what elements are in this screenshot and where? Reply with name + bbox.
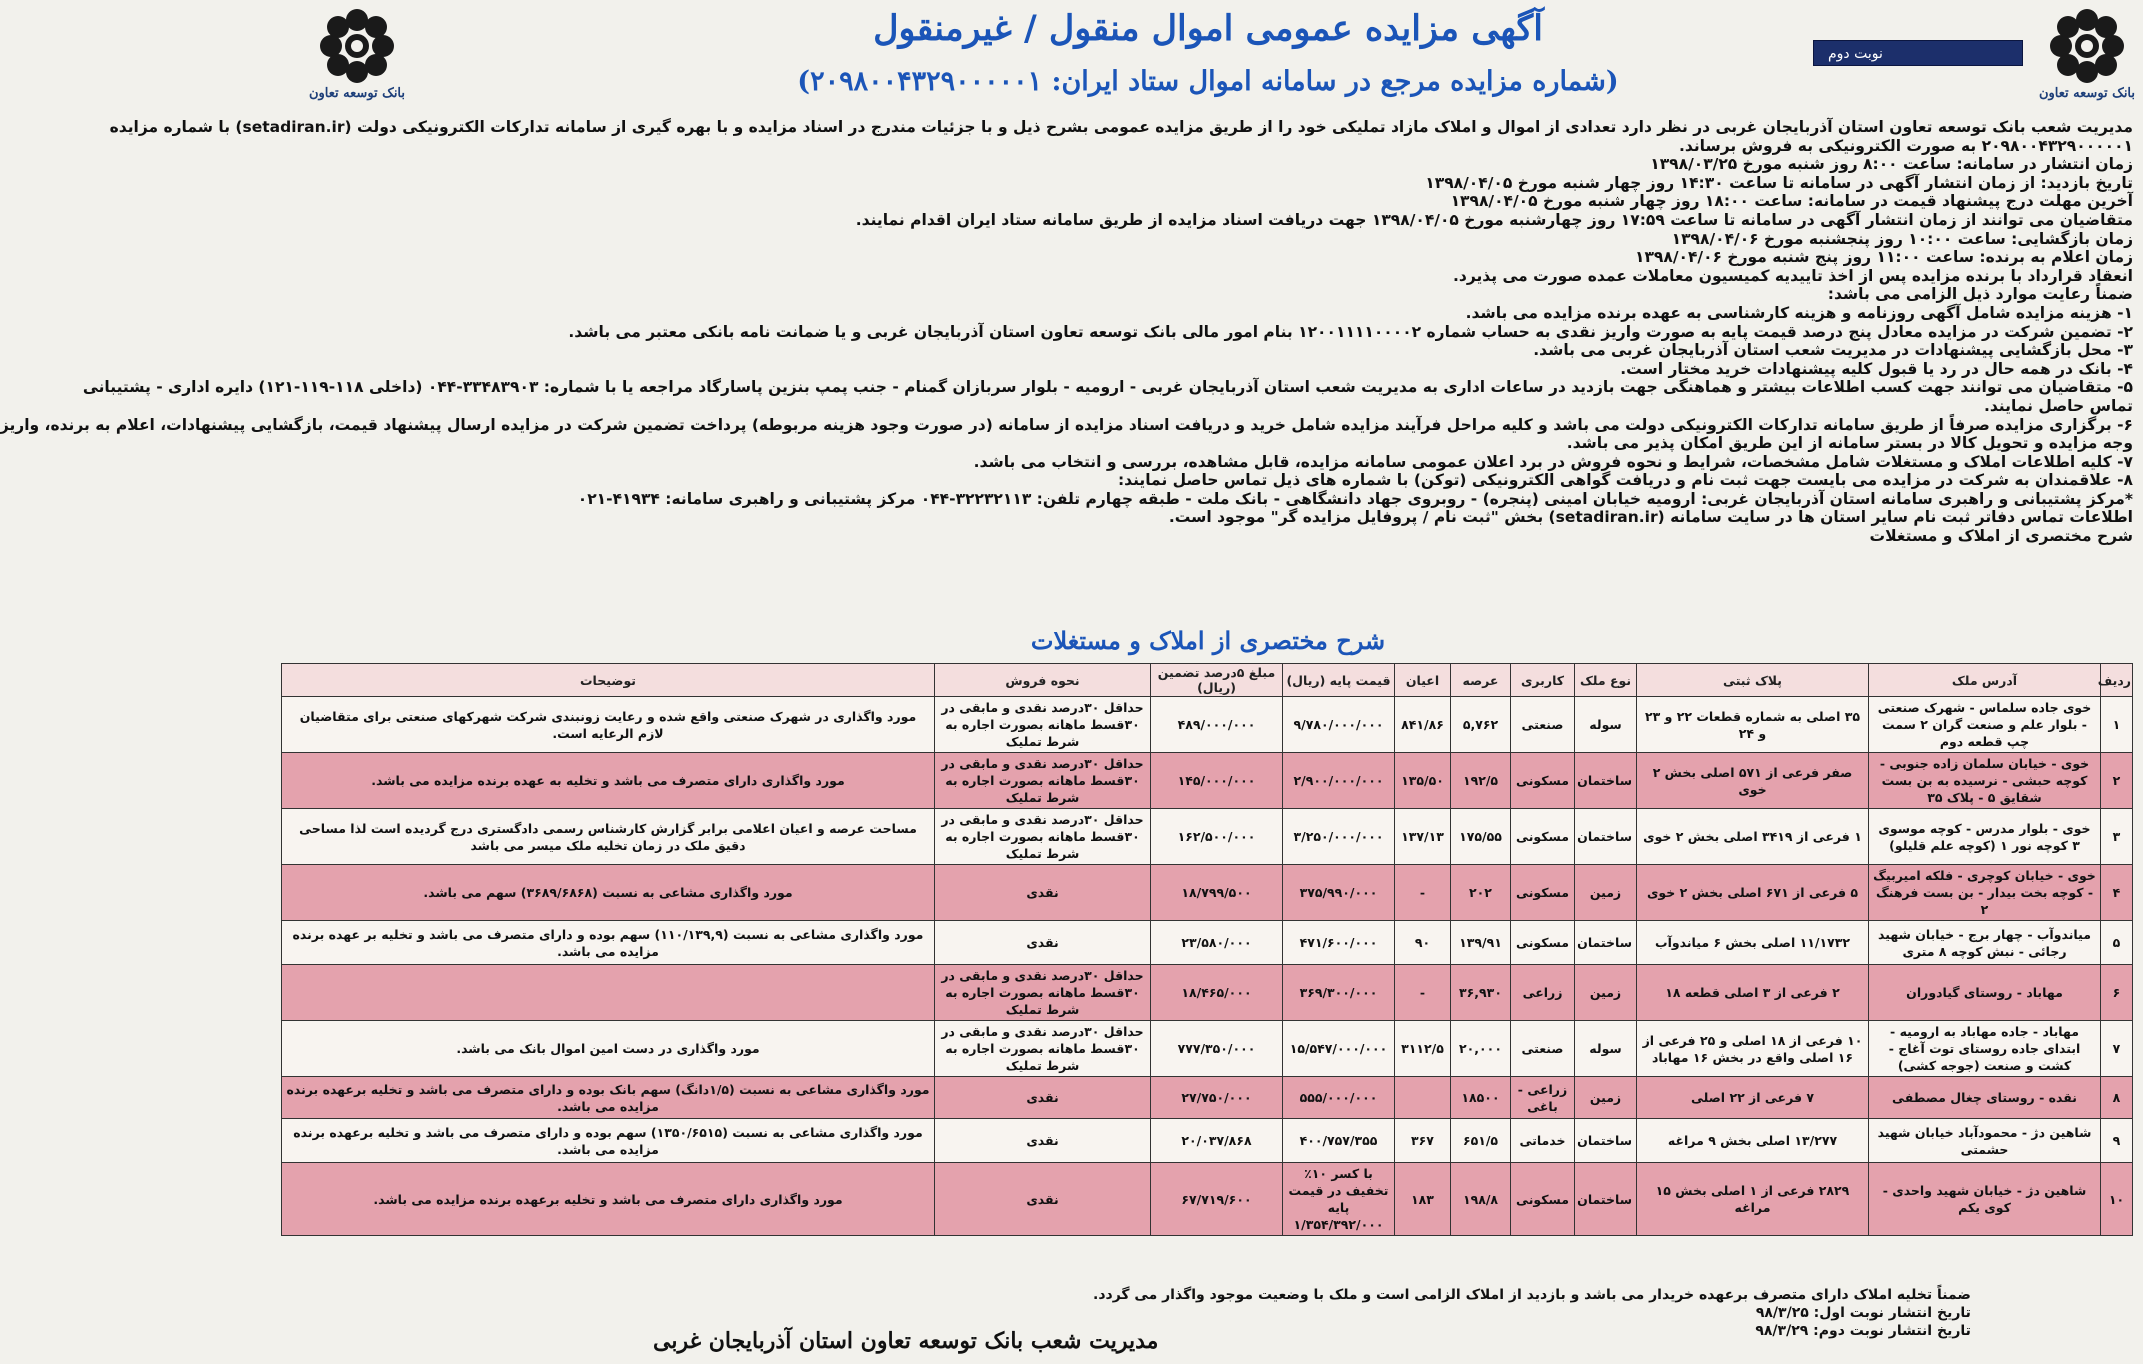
body-line: ۴- بانک در همه حال در رد یا قبول کلیه پیشنهادات خرید مختار است. <box>1620 359 2133 378</box>
body-line: ۳- محل بازگشایی پیشنهادات در مدیریت شعب استان آذربایجان غربی می باشد. <box>1533 341 2133 360</box>
table-cell: مورد واگذاری مشاعی به نسبت (۳۶۸۹/۶۸۶۸) سهم می باشد. <box>282 865 935 921</box>
table-cell: ۲ فرعی از ۳ اصلی قطعه ۱۸ <box>1637 965 1869 1021</box>
table-cell: زمین <box>1575 965 1637 1021</box>
body-line: ضمناً رعایت موارد ذیل الزامی می باشد: <box>1827 285 2133 304</box>
table-cell: ۱۸۳ <box>1395 1163 1451 1236</box>
body-line: متقاضیان می توانند از زمان انتشار آگهی در سامانه تا ساعت ۱۷:۵۹ روز چهارشنبه مورخ ۱۳۹۸/۰۴/۰۵ جهت دریافت اسناد مزایده از طریق سامانه ستاد ایران اقدام نمایند. <box>855 210 2133 229</box>
table-cell: ۳۷۵/۹۹۰/۰۰۰ <box>1283 865 1395 921</box>
table-cell: خوی - خیابان کوچری - فلکه امیربیگ - کوچه بخت بیدار - بن بست فرهنگ ۲ <box>1869 865 2101 921</box>
body-line: ۱- هزینه مزایده شامل آگهی روزنامه و هزینه کارشناسی به عهده برنده مزایده می باشد. <box>1465 303 2133 322</box>
table-cell: ۱۱/۱۷۳۲ اصلی بخش ۶ میاندوآب <box>1637 921 1869 965</box>
table-cell: ۱۶۲/۵۰۰/۰۰۰ <box>1151 809 1283 865</box>
publication-dates <box>1093 1286 1971 1340</box>
bank-logo-right <box>2037 6 2137 106</box>
table-cell: با کسر ۱۰٪ تخفیف در قیمت پایه ۱/۳۵۴/۳۹۲/۰۰۰ <box>1283 1163 1395 1236</box>
table-cell: ۹ <box>2101 1119 2133 1163</box>
table-cell: صنعتی <box>1511 1021 1575 1077</box>
table-cell: ۴۷۱/۶۰۰/۰۰۰ <box>1283 921 1395 965</box>
body-line: زمان اعلام به برنده: ساعت ۱۱:۰۰ روز پنج شنبه مورخ ۱۳۹۸/۰۴/۰۶ <box>1634 248 2133 267</box>
table-cell: ۴ <box>2101 865 2133 921</box>
table-cell: ۵,۷۶۲ <box>1451 697 1511 753</box>
table-cell: حداقل ۳۰درصد نقدی و مابقی در ۳۰قسط ماهانه بصورت اجاره به شرط تملیک <box>935 753 1151 809</box>
table-cell: ۲۳/۵۸۰/۰۰۰ <box>1151 921 1283 965</box>
table-cell: خوی - خیابان سلمان زاده جنوبی - کوچه حبشی - نرسیده به بن بست شقایق ۵ - پلاک ۳۵ <box>1869 753 2101 809</box>
table-cell: مورد واگذاری مشاعی به نسبت (۱۳۵۰/۶۵۱۵) سهم بوده و دارای متصرف می باشد و تخلیه برعهده برنده مزایده می باشد. <box>282 1119 935 1163</box>
table-row <box>282 1021 2133 1077</box>
assets-table <box>281 663 2133 1236</box>
table-cell: نقده - روستای چغال مصطفی <box>1869 1077 2101 1119</box>
body-line: مدیریت شعب بانک توسعه تعاون استان آذربایجان غربی در نظر دارد تعدادی از اموال و املاک مازاد تملیکی خود را از طریق مزایده عمومی بشرح ذیل و با جزئیات مندرج در اسناد مزایده و با بهره گیری از سامانه تدارکات الکترونیکی دولت (setadiran.ir) با شماره مزایده <box>109 118 2133 136</box>
table-cell: ۷ <box>2101 1021 2133 1077</box>
body-line: انعقاد قرارداد با برنده مزایده پس از اخذ تاییدیه کمیسیون معاملات عمده صورت می پذیرد. <box>1453 266 2133 285</box>
table-cell: ۸۴۱/۸۶ <box>1395 697 1451 753</box>
table-cell: ۱۳۹/۹۱ <box>1451 921 1511 965</box>
table-cell: نقدی <box>935 865 1151 921</box>
table-cell: ۳۱۱۲/۵ <box>1395 1021 1451 1077</box>
table-cell: ۵۵۵/۰۰۰/۰۰۰ <box>1283 1077 1395 1119</box>
table-cell: مهاباد - جاده مهاباد به ارومیه - ابتدای جاده روستای توت آغاج - کشت و صنعت (جوجه کشی) <box>1869 1021 2101 1077</box>
header-cell: نحوه فروش <box>935 664 1151 697</box>
table-cell: میاندوآب - چهار برج - خیابان شهید رجائی - نبش کوچه ۸ متری <box>1869 921 2101 965</box>
table-cell: ۱۸۵۰۰ <box>1451 1077 1511 1119</box>
table-cell: نقدی <box>935 1119 1151 1163</box>
table-row <box>282 1119 2133 1163</box>
table-cell: شاهین دژ - محمودآباد خیابان شهید حشمتی <box>1869 1119 2101 1163</box>
table-cell: ۱۸/۷۹۹/۵۰۰ <box>1151 865 1283 921</box>
table-cell: ۱۳۷/۱۳ <box>1395 809 1451 865</box>
table-cell: مهاباد - روستای گیادوران <box>1869 965 2101 1021</box>
table-cell: مساحت عرصه و اعیان اعلامی برابر گزارش کارشناس رسمی دادگستری درج گردیده است لذا مساحی دقیق ملک در زمان تخلیه ملک میسر می باشد <box>282 809 935 865</box>
table-cell: ۳۶,۹۳۰ <box>1451 965 1511 1021</box>
table-cell: خدماتی <box>1511 1119 1575 1163</box>
table-row <box>282 697 2133 753</box>
table-cell: ۴۰۰/۷۵۷/۳۵۵ <box>1283 1119 1395 1163</box>
table-cell: ۱۴۵/۰۰۰/۰۰۰ <box>1151 753 1283 809</box>
date-second: تاریخ انتشار نوبت دوم: ۹۸/۳/۲۹ <box>1755 1323 1971 1339</box>
table-cell: ۵ فرعی از ۶۷۱ اصلی بخش ۲ خوی <box>1637 865 1869 921</box>
footer-note: ضمناً تخلیه املاک دارای متصرف برعهده خریدار می باشد و بازدید از املاک الزامی است و ملک با وضعیت موجود واگذار می گردد. <box>1093 1287 1971 1303</box>
table-cell: ۹۰ <box>1395 921 1451 965</box>
table-cell: ۱۹۸/۸ <box>1451 1163 1511 1236</box>
body-line: زمان انتشار در سامانه: ساعت ۸:۰۰ روز شنبه مورخ ۱۳۹۸/۰۳/۲۵ <box>1650 155 2133 174</box>
table-cell: مورد واگذاری مشاعی به نسبت (۱۱۰/۱۳۹,۹) سهم بوده و دارای متصرف می باشد و تخلیه بر عهده برنده مزایده می باشد. <box>282 921 935 965</box>
table-row <box>282 865 2133 921</box>
body-line: وجه مزایده و تحویل کالا در بستر سامانه از این طریق امکان پذیر می باشد. <box>1566 434 2133 453</box>
table-cell: خوی - بلوار مدرس - کوچه موسوی ۳ کوچه نور ۱ (کوچه علم قلیلو) <box>1869 809 2101 865</box>
table-cell: مورد واگذاری مشاعی به نسبت (۱/۵دانگ) سهم بانک بوده و دارای متصرف می باشد و تخلیه برعهده برنده مزایده می باشد. <box>282 1077 935 1119</box>
table-cell: شاهین دژ - خیابان شهید واحدی - کوی یکم <box>1869 1163 2101 1236</box>
table-cell: ۴۸۹/۰۰۰/۰۰۰ <box>1151 697 1283 753</box>
table-cell: مورد واگذاری در شهرک صنعتی واقع شده و رعایت زونبندی شرکت شهرکهای صنعتی برای متقاضیان لازم الرعایه است. <box>282 697 935 753</box>
table-cell: مورد واگذاری دارای متصرف می باشد و تخلیه به عهده برنده مزایده می باشد. <box>282 753 935 809</box>
table-row <box>282 965 2133 1021</box>
table-row <box>282 753 2133 809</box>
header-cell: ردیف <box>2101 664 2133 697</box>
body-line: آخرین مهلت درج پیشنهاد قیمت در سامانه: ساعت ۱۸:۰۰ روز چهار شنبه مورخ ۱۳۹۸/۰۴/۰۵ <box>1450 192 2133 211</box>
body-line: ۲- تضمین شرکت در مزایده معادل پنج درصد قیمت پایه به صورت واریز نقدی به حساب شماره ۱۲۰۰۱۱۱۱۰۰۰۰۲ بنام امور مالی بانک توسعه تعاون استان آذربایجان غربی و یا ضمانت نامه بانکی معتبر می باشد. <box>568 322 2133 341</box>
table-cell: ۷۷۷/۳۵۰/۰۰۰ <box>1151 1021 1283 1077</box>
header-cell: مبلغ ۵درصد تضمین (ریال) <box>1151 664 1283 697</box>
table-cell: حداقل ۳۰درصد نقدی و مابقی در ۳۰قسط ماهانه بصورت اجاره به شرط تملیک <box>935 809 1151 865</box>
table-cell: ۱۳۵/۵۰ <box>1395 753 1451 809</box>
table-cell: ساختمان <box>1575 921 1637 965</box>
flower-logo-icon <box>2047 6 2127 86</box>
table-cell: ۲۷/۷۵۰/۰۰۰ <box>1151 1077 1283 1119</box>
table-cell: ۶۷/۷۱۹/۶۰۰ <box>1151 1163 1283 1236</box>
table-cell: مسکونی <box>1511 753 1575 809</box>
bank-logo-left <box>307 6 407 106</box>
table-cell: مورد واگذاری در دست امین اموال بانک می باشد. <box>282 1021 935 1077</box>
table-cell: صفر فرعی از ۵۷۱ اصلی بخش ۲ خوی <box>1637 753 1869 809</box>
round-badge: نوبت دوم <box>1813 40 2023 66</box>
table-cell: ۱۷۵/۵۵ <box>1451 809 1511 865</box>
table-cell: حداقل ۳۰درصد نقدی و مابقی در ۳۰قسط ماهانه بصورت اجاره به شرط تملیک <box>935 697 1151 753</box>
table-cell <box>282 965 935 1021</box>
table-cell <box>1395 1077 1451 1119</box>
table-cell: ۱۰ <box>2101 1163 2133 1236</box>
body-line: ۸- علاقمندان به شرکت در مزایده می بایست جهت ثبت نام و دریافت گواهی الکترونیکی (توکن) با شماره های ذیل تماس حاصل نمایند: <box>1117 471 2133 490</box>
table-cell: ۷ فرعی از ۲۲ اصلی <box>1637 1077 1869 1119</box>
table-cell: ۳۶۹/۳۰۰/۰۰۰ <box>1283 965 1395 1021</box>
body-line: ۲۰۹۸۰۰۴۳۲۹۰۰۰۰۰۱ به صورت الکترونیکی به فروش برساند. <box>1679 136 2133 155</box>
table-cell: زراعی - باغی <box>1511 1077 1575 1119</box>
table-cell: زمین <box>1575 865 1637 921</box>
header-cell: عرصه <box>1451 664 1511 697</box>
header-cell: آدرس ملک <box>1869 664 2101 697</box>
table-cell: مورد واگذاری دارای متصرف می باشد و تخلیه برعهده برنده مزایده می باشد. <box>282 1163 935 1236</box>
table-cell: ۲۸۲۹ فرعی از ۱ اصلی بخش ۱۵ مراغه <box>1637 1163 1869 1236</box>
table-cell: ۱۳/۲۷۷ اصلی بخش ۹ مراغه <box>1637 1119 1869 1163</box>
header-cell: توضیحات <box>282 664 935 697</box>
header-cell: اعیان <box>1395 664 1451 697</box>
table-cell: ۳۶۷ <box>1395 1119 1451 1163</box>
table-row <box>282 809 2133 865</box>
table-cell: مسکونی <box>1511 809 1575 865</box>
table-cell: ساختمان <box>1575 1163 1637 1236</box>
table-row <box>282 921 2133 965</box>
announcement-body <box>0 118 2133 546</box>
table-cell: ۵ <box>2101 921 2133 965</box>
table-cell: زمین <box>1575 1077 1637 1119</box>
table-cell: ۱۸/۴۶۵/۰۰۰ <box>1151 965 1283 1021</box>
table-cell: ۱۹۲/۵ <box>1451 753 1511 809</box>
table-cell: ۲/۹۰۰/۰۰۰/۰۰۰ <box>1283 753 1395 809</box>
table-cell: ۹/۷۸۰/۰۰۰/۰۰۰ <box>1283 697 1395 753</box>
table-cell: نقدی <box>935 1163 1151 1236</box>
table-cell: مسکونی <box>1511 921 1575 965</box>
table-cell: ۱ <box>2101 697 2133 753</box>
table-header-row <box>282 664 2133 697</box>
header-cell: پلاک ثبتی <box>1637 664 1869 697</box>
body-line: ۶- برگزاری مزایده صرفاً از طریق سامانه تدارکات الکترونیکی دولت می باشد و کلیه مراحل فرآیند مزایده شامل خرید و دریافت اسناد مزایده از سامانه (در صورت وجود هزینه مربوطه) پرداخت تضمین شرکت در مزایده ارسال پیشنهاد قیمت، بازگشایی پیشنهادات، اعلام به برنده، واریز <box>0 415 2133 434</box>
table-cell: ساختمان <box>1575 753 1637 809</box>
date-first: تاریخ انتشار نوبت اول: ۹۸/۳/۲۵ <box>1755 1305 1971 1321</box>
table-cell: ۸ <box>2101 1077 2133 1119</box>
table-cell: ۱۵/۵۴۷/۰۰۰/۰۰۰ <box>1283 1021 1395 1077</box>
table-cell: - <box>1395 865 1451 921</box>
table-cell: حداقل ۳۰درصد نقدی و مابقی در ۳۰قسط ماهانه بصورت اجاره به شرط تملیک <box>935 965 1151 1021</box>
table-cell: ۳ <box>2101 809 2133 865</box>
table-cell: ساختمان <box>1575 1119 1637 1163</box>
logo-caption: بانک توسعه تعاون <box>308 86 406 101</box>
table-cell: ۲۰,۰۰۰ <box>1451 1021 1511 1077</box>
body-line: ۵- متقاضیان می توانند جهت کسب اطلاعات بیشتر و هماهنگی جهت بازدید در ساعات اداری به مدیریت شعب استان آذربایجان غربی - ارومیه - بلوار سربازان گمنام - جنب پمپ بنزین پاسارگاد مراجعه یا با شماره: ۳۳۴۸۳۹۰۳-۰۴۴ (داخلی ۱۱۸-۱۱۹-۱۲۱) دایره اداری - پشتیبانی <box>82 378 2133 397</box>
logo-caption: بانک توسعه تعاون <box>2038 86 2136 101</box>
table-cell: ۲ <box>2101 753 2133 809</box>
table-row <box>282 1163 2133 1236</box>
body-line: *مرکز پشتیبانی و راهبری سامانه استان آذربایجان غربی: ارومیه خیابان امینی (پنجره) - روبروی جهاد دانشگاهی - بانک ملت - طبقه چهارم تلفن: ۳۲۲۳۲۱۱۳-۰۴۴ مرکز پشتیبانی و راهبری سامانه: ۴۱۹۳۴-۰۲۱ <box>577 489 2133 508</box>
table-cell: صنعتی <box>1511 697 1575 753</box>
header-cell: نوع ملک <box>1575 664 1637 697</box>
table-row <box>282 1077 2133 1119</box>
table-title: شرح مختصری از املاک و مستغلات <box>1030 626 1386 655</box>
body-line: شرح مختصری از املاک و مستغلات <box>1869 527 2133 546</box>
body-line: زمان بازگشایی: ساعت ۱۰:۰۰ روز پنجشنبه مورخ ۱۳۹۸/۰۴/۰۶ <box>1671 229 2133 248</box>
table-cell: ۲۰۲ <box>1451 865 1511 921</box>
table-cell: مسکونی <box>1511 865 1575 921</box>
table-cell: ۱ فرعی از ۳۴۱۹ اصلی بخش ۲ خوی <box>1637 809 1869 865</box>
table-cell: سوله <box>1575 1021 1637 1077</box>
body-line: اطلاعات تماس دفاتر ثبت نام سایر استان ها در سایت سامانه (setadiran.ir) بخش "ثبت نام / پروفایل مزایده گر" موجود است. <box>1168 508 2133 527</box>
body-line: ۷- کلیه اطلاعات املاک و مستغلات شامل مشخصات، شرایط و نحوه فروش در برد اعلان عمومی سامانه مزایده، قابل مشاهده، بررسی و انتخاب می باشد. <box>973 452 2133 471</box>
table-cell: ساختمان <box>1575 809 1637 865</box>
table-cell: مسکونی <box>1511 1163 1575 1236</box>
table-cell: - <box>1395 965 1451 1021</box>
table-cell: ۲۰/۰۳۷/۸۶۸ <box>1151 1119 1283 1163</box>
table-cell: ۳/۲۵۰/۰۰۰/۰۰۰ <box>1283 809 1395 865</box>
body-line: تاریخ بازدید: از زمان انتشار آگهی در سامانه تا ساعت ۱۴:۳۰ روز چهار شنبه مورخ ۱۳۹۸/۰۴/۰۵ <box>1425 173 2133 192</box>
header-cell: کاربری <box>1511 664 1575 697</box>
page-subtitle: (شماره مزایده مرجع در سامانه اموال ستاد ایران: ۲۰۹۸۰۰۴۳۲۹۰۰۰۰۰۱) <box>797 66 1619 97</box>
header-cell: قیمت پایه (ریال) <box>1283 664 1395 697</box>
table-cell: زراعی <box>1511 965 1575 1021</box>
flower-logo-icon <box>317 6 397 86</box>
table-cell: ۶ <box>2101 965 2133 1021</box>
table-cell: ۳۵ اصلی به شماره قطعات ۲۲ و ۲۳ و ۲۴ <box>1637 697 1869 753</box>
body-line: تماس حاصل نمایند. <box>1983 396 2133 415</box>
signature: مدیریت شعب بانک توسعه تعاون استان آذربایجان غربی <box>653 1328 1159 1354</box>
table-cell: نقدی <box>935 1077 1151 1119</box>
page-title: آگهی مزایده عمومی اموال منقول / غیرمنقول <box>873 8 1543 49</box>
table-cell: حداقل ۳۰درصد نقدی و مابقی در ۳۰قسط ماهانه بصورت اجاره به شرط تملیک <box>935 1021 1151 1077</box>
table-cell: نقدی <box>935 921 1151 965</box>
table-cell: خوی جاده سلماس - شهرک صنعتی - بلوار علم و صنعت گران ۲ سمت چپ قطعه دوم <box>1869 697 2101 753</box>
table-cell: سوله <box>1575 697 1637 753</box>
table-cell: ۶۵۱/۵ <box>1451 1119 1511 1163</box>
table-cell: ۱۰ فرعی از ۱۸ اصلی و ۲۵ فرعی از ۱۶ اصلی واقع در بخش ۱۶ مهاباد <box>1637 1021 1869 1077</box>
